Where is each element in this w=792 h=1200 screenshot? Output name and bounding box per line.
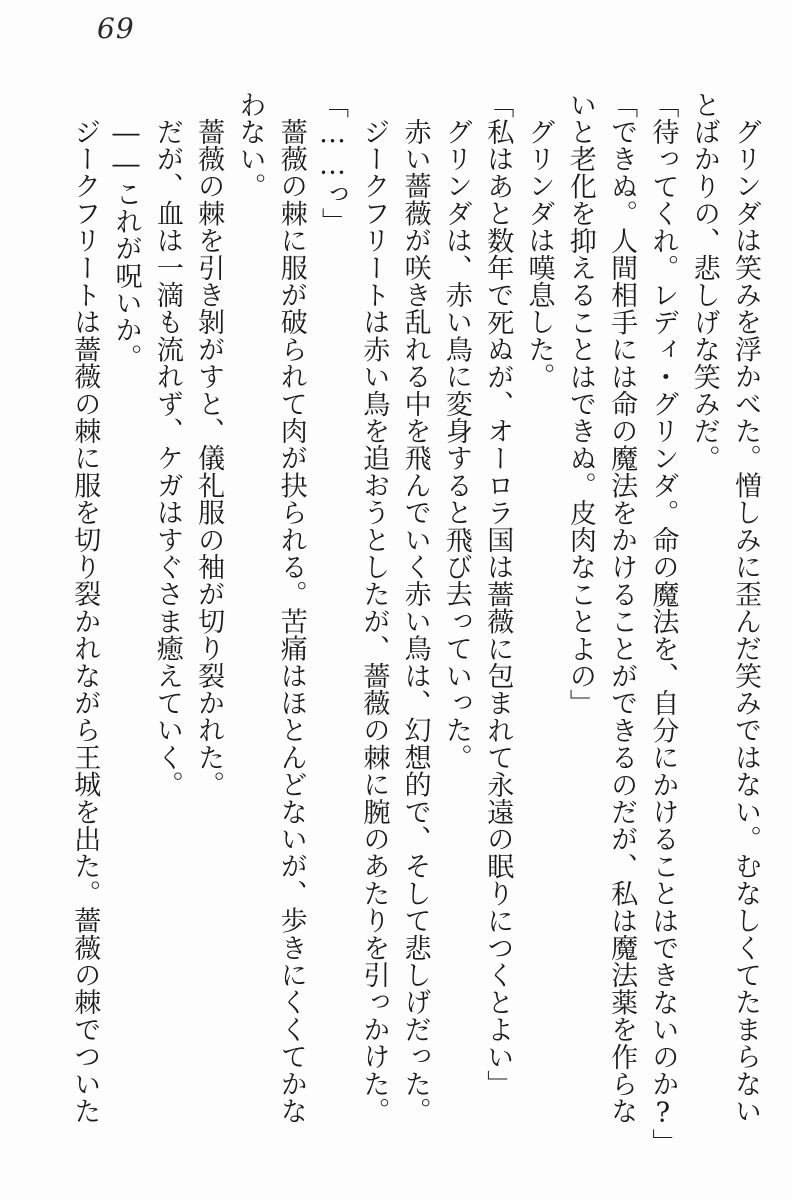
text-line: だが、血は一滴も流れず、ケガはすぐさま癒えていく。 (151, 118, 183, 798)
text-line: 「待ってくれ。レディ・グリンダ。命の魔法を、自分にかけることはできないのか?」 (647, 91, 679, 1156)
text-line: 薔薇の棘に服が破られて肉が抉られる。苦痛はほとんどないが、歩きにくくてかな (275, 118, 307, 1125)
text-line: 「……っ」 (317, 91, 349, 235)
text-line: グリンダは嘆息した。 (523, 118, 555, 390)
text-line: 「私はあと数年で死ぬが、オーロラ国は薔薇に包まれて永遠の眠りにつくとよい」 (482, 91, 514, 1098)
page-text (64, 91, 766, 1156)
text-line: わない。 (234, 91, 266, 200)
text-line: 「できぬ。人間相手には命の魔法をかけることができるのだが、私は魔法薬を作らな (606, 91, 638, 1125)
text-line: グリンダは笑みを浮かべた。憎しみに歪んだ笑みではない。むなしくてたまらない (730, 118, 761, 1125)
page-number: 69 (97, 12, 135, 45)
text-line: ――これが呪いか。 (110, 118, 142, 371)
text-line: ジークフリートは赤い鳥を追おうとしたが、薔薇の棘に腕のあたりを引っかけた。 (358, 118, 390, 1125)
text-line: いと老化を抑えることはできぬ。皮肉なことよの」 (564, 91, 596, 717)
text-line: グリンダは、赤い鳥に変身すると飛び去っていった。 (440, 118, 472, 771)
text-line: 薔薇の棘を引き剝がすと、儀礼服の袖が切り裂かれた。 (193, 118, 225, 798)
text-line: とばかりの、悲しげな笑みだ。 (688, 91, 720, 472)
text-line: ジークフリートは薔薇の棘に服を切り裂かれながら王城を出た。薔薇の棘でついた (69, 118, 101, 1125)
text-line: 赤い薔薇が咲き乱れる中を飛んでいく赤い鳥は、幻想的で、そして悲しげだった。 (399, 118, 431, 1125)
